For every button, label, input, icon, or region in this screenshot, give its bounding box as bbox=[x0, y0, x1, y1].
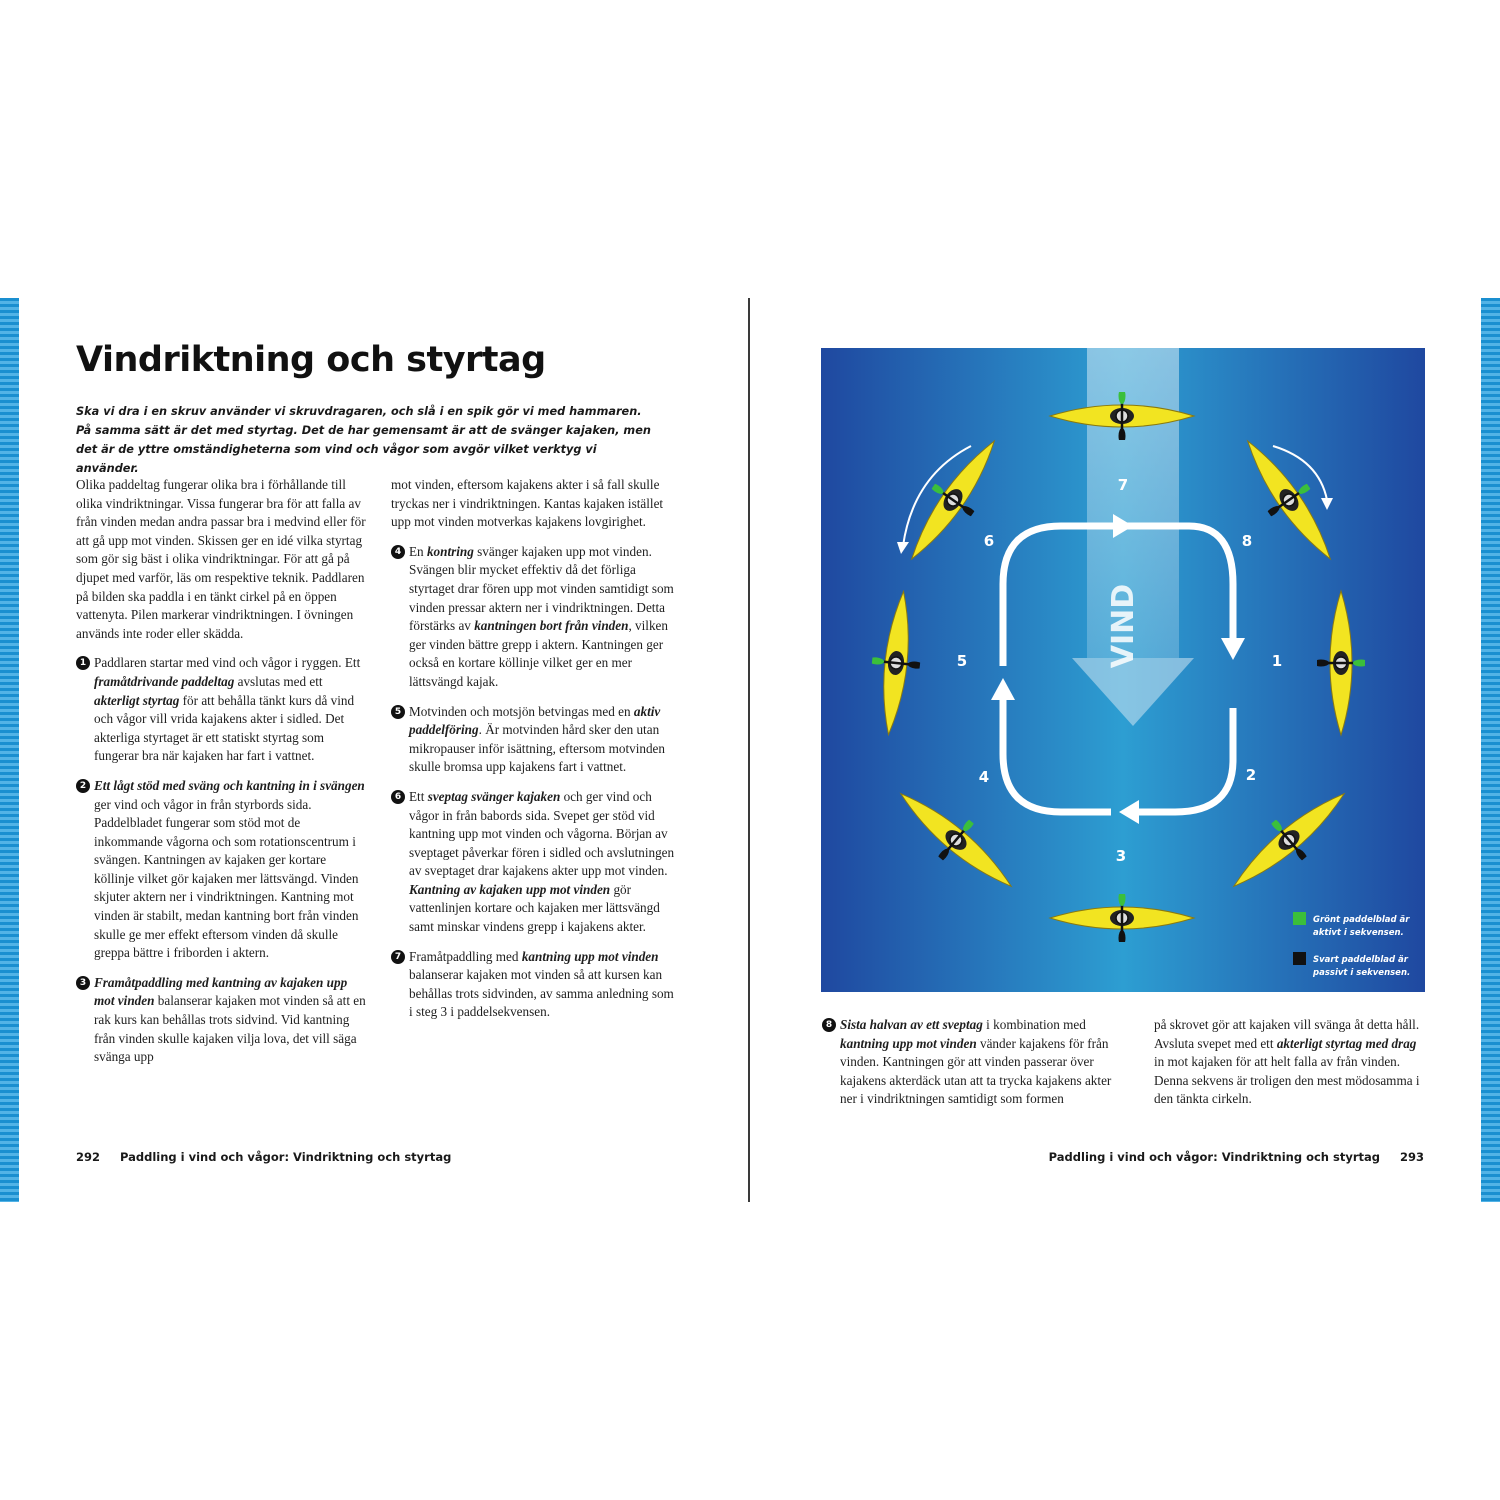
page-title: Vindriktning och styrtag bbox=[76, 340, 546, 380]
body-paragraph bbox=[1154, 1016, 1424, 1109]
running-footer-title: Paddling i vind och vågor: Vindriktning och styrtag bbox=[1048, 1150, 1380, 1164]
left-page-edge bbox=[0, 298, 19, 1202]
item-text: . Är motvinden hård sker den utan mikropauser inför isättning, eftersom motvinden skulle bromsa upp kajakens fart i vattnet. bbox=[409, 722, 666, 775]
list-item-1 bbox=[76, 654, 366, 766]
item-text: i kombination med bbox=[982, 1017, 1086, 1032]
body-paragraph: Olika paddeltag fungerar olika bra i förhållande till olika vindriktningar. Vissa fungerar bra för att falla av från vinden medan andra passar bra i medvind eller för att gå upp mot vinden. Skissen ger en idé vilka styrtag som gör sig bäst i olika vindriktningar. För att gå på djupet med varför, läs om respektive teknik. Paddlaren på bilden ska paddla i en tänkt cirkel på en öppen vattenyta. Pilen markerar vindriktningen. I övningen används inte roder eller skäddа. bbox=[76, 477, 366, 641]
legend-black-line1: Svart paddelblad är bbox=[1313, 955, 1408, 965]
item-text: in mot kajaken för att helt falla av från vinden. Denna sekvens är troligen den mest mödosamma i den tänkta cirkeln. bbox=[1154, 1054, 1420, 1107]
item-emphasis: framåtdrivande paddeltag bbox=[94, 673, 235, 689]
step-number-badge: 4 bbox=[391, 545, 405, 559]
book-spread bbox=[0, 298, 1500, 1202]
position-label-8: 8 bbox=[1241, 532, 1253, 550]
wind-diagram-svg bbox=[821, 348, 1425, 992]
item-text: gör vattenlinjen kortare och kajaken mer lättsvängd samt minskar vindens grepp i kajakens akter. bbox=[409, 881, 660, 935]
position-label-2: 2 bbox=[1245, 766, 1257, 784]
legend-green-line2: aktivt i sekvensen. bbox=[1313, 928, 1404, 938]
step-number-badge: 1 bbox=[76, 656, 90, 670]
step-number-badge: 7 bbox=[391, 950, 405, 964]
step-number-badge: 3 bbox=[76, 976, 90, 990]
item-emphasis: Sista halvan av ett sveptag bbox=[840, 1017, 983, 1032]
item-emphasis: Kantning av kajaken upp mot vinden bbox=[409, 881, 611, 897]
item-emphasis: Framåtpaddling med kantning av kajaken upp mot vinden bbox=[94, 974, 348, 1009]
right-page-footer bbox=[1049, 1150, 1424, 1164]
wind-diagram bbox=[821, 348, 1425, 992]
item-emphasis: kantning upp mot vinden bbox=[840, 1035, 977, 1051]
position-label-1: 1 bbox=[1271, 652, 1283, 670]
step-number-badge: 6 bbox=[391, 790, 405, 804]
item-emphasis: aktiv paddelföring bbox=[409, 703, 661, 738]
item-text: Paddlaren startar med vind och vågor i ryggen. Ett bbox=[94, 655, 361, 671]
list-item-7 bbox=[391, 948, 676, 1022]
item-text: Ett bbox=[409, 788, 428, 804]
item-text: ger vind och vågor in från styrbords sida. Paddelbladet fungerar som stöd mot de inkommande vågorna och som rotationscentrum i svängen. Kantningen av kajaken ger kortare köllinje vilket gör kajaken mer lättsvängd. Vinden skjuter aktern ner i vindriktningen. Kantning mot vinden är stabilt, medan kantning bort från vinden skulle ge mer effekt eftersom vinden då skulle greppa bättre i friborden i aktern. bbox=[94, 796, 359, 961]
item-text: , vilken ger vinden bättre grepp i aktern. Kantningen ger också en kortare köllinje vilket ger en mer lättsvängd kajak. bbox=[409, 618, 669, 689]
list-item-3 bbox=[76, 974, 366, 1067]
item-text: på skrovet gör att kajaken vill svänga åt detta håll. Avsluta svepet med ett bbox=[1154, 1017, 1420, 1051]
item-text: avslutas med ett bbox=[234, 673, 323, 689]
position-label-3: 3 bbox=[1115, 847, 1127, 865]
legend-green-line1: Grönt paddelblad är bbox=[1313, 915, 1410, 925]
item-emphasis: akterligt styrtag med drag bbox=[1276, 1035, 1417, 1051]
text-column-4 bbox=[1154, 1016, 1424, 1120]
body-paragraph: mot vinden, eftersom kajakens akter i så fall skulle tryckas ner i vindriktningen. Kantas kajaken istället upp mot vinden motverkas kajakens lovgirighet. bbox=[391, 477, 664, 530]
running-footer-title: Paddling i vind och vågor: Vindriktning och styrtag bbox=[120, 1150, 452, 1164]
item-text: för att behålla tänkt kurs då vind och vågor vill vrida kajakens akter i sidled. Det akterliga styrtaget är ett statiskt styrtag som fungerar bra när kajaken har fart i vattnet. bbox=[94, 692, 355, 764]
item-text: balanserar kajaken mot vinden så att en rak kurs kan behållas trots sidvind. Vid kantning från vinden skulle kajaken vilja lova, det vill säga svänga upp bbox=[94, 993, 366, 1065]
item-emphasis: sveptag svänger kajaken bbox=[427, 788, 561, 804]
text-column-3 bbox=[822, 1016, 1112, 1120]
text-column-2 bbox=[391, 476, 676, 1033]
item-text: och ger vind och vågor in från babords sida. Svepet ger stöd vid kantning upp mot vinden och vågorna. Början av sveptaget påverkar fören i sidled och avslutningen av sveptaget drar kajakens akter upp mot vinden. bbox=[409, 788, 675, 879]
page-gutter bbox=[748, 298, 750, 1202]
item-text: svänger kajaken upp mot vinden. Svängen blir mycket effektiv då det förliga styrtaget drar fören upp mot vinden samtidigt som vinden pressar aktern ner i vindriktningen. Detta förstärks av bbox=[409, 543, 674, 634]
page-number: 293 bbox=[1399, 1150, 1424, 1164]
list-item-6 bbox=[391, 788, 676, 937]
position-label-5: 5 bbox=[956, 652, 968, 670]
item-text: vänder kajakens för från vinden. Kantningen gör att vinden passerar över kajakens akterdäck utan att ta trycka kajakens akter ner i vindriktningen samtidigt som formen bbox=[840, 1035, 1112, 1107]
text-column-1 bbox=[76, 476, 366, 1078]
item-text: En bbox=[409, 543, 427, 559]
step-number-badge: 5 bbox=[391, 705, 405, 719]
page-number: 292 bbox=[76, 1150, 101, 1164]
list-item-4 bbox=[391, 543, 676, 692]
legend-black-line2: passivt i sekvensen. bbox=[1313, 968, 1411, 978]
position-label-4: 4 bbox=[978, 768, 990, 786]
list-item-8 bbox=[822, 1016, 1112, 1109]
left-page-footer bbox=[76, 1150, 451, 1164]
intro-paragraph: Ska vi dra i en skruv använder vi skruvdragaren, och slå i en spik gör vi med hammaren. På samma sätt är det med styrtag. Det de har gemensamt är att de svänger kajaken, men det är de yttre omständigheterna som vind och vågor som avgör vilket verktyg vi använder. bbox=[76, 405, 651, 475]
legend-green-swatch bbox=[1293, 912, 1306, 925]
item-emphasis: kantningen bort från vinden bbox=[474, 618, 629, 634]
step-number-badge: 2 bbox=[76, 779, 90, 793]
position-label-7: 7 bbox=[1117, 476, 1129, 494]
list-item-5 bbox=[391, 703, 676, 777]
right-page-edge bbox=[1481, 298, 1500, 1202]
legend-black-swatch bbox=[1293, 952, 1306, 965]
step-number-badge: 8 bbox=[822, 1018, 836, 1032]
position-label-6: 6 bbox=[983, 532, 995, 550]
item-emphasis: akterligt styrtag bbox=[94, 692, 180, 708]
list-item-2 bbox=[76, 777, 366, 963]
item-text: Framåtpaddling med bbox=[409, 948, 522, 964]
item-text: balanserar kajaken mot vinden så att kursen kan behållas trots sidvinden, av samma anledning som i steg 3 i paddelsekvensen. bbox=[409, 967, 674, 1020]
item-emphasis: kantning upp mot vinden bbox=[521, 948, 659, 964]
item-text: Motvinden och motsjön betvingas med en bbox=[409, 703, 634, 719]
wind-label: VIND bbox=[1106, 583, 1141, 669]
item-emphasis: Ett lågt stöd med sväng och kantning in i svängen bbox=[94, 777, 365, 793]
item-emphasis: kontring bbox=[426, 543, 474, 559]
